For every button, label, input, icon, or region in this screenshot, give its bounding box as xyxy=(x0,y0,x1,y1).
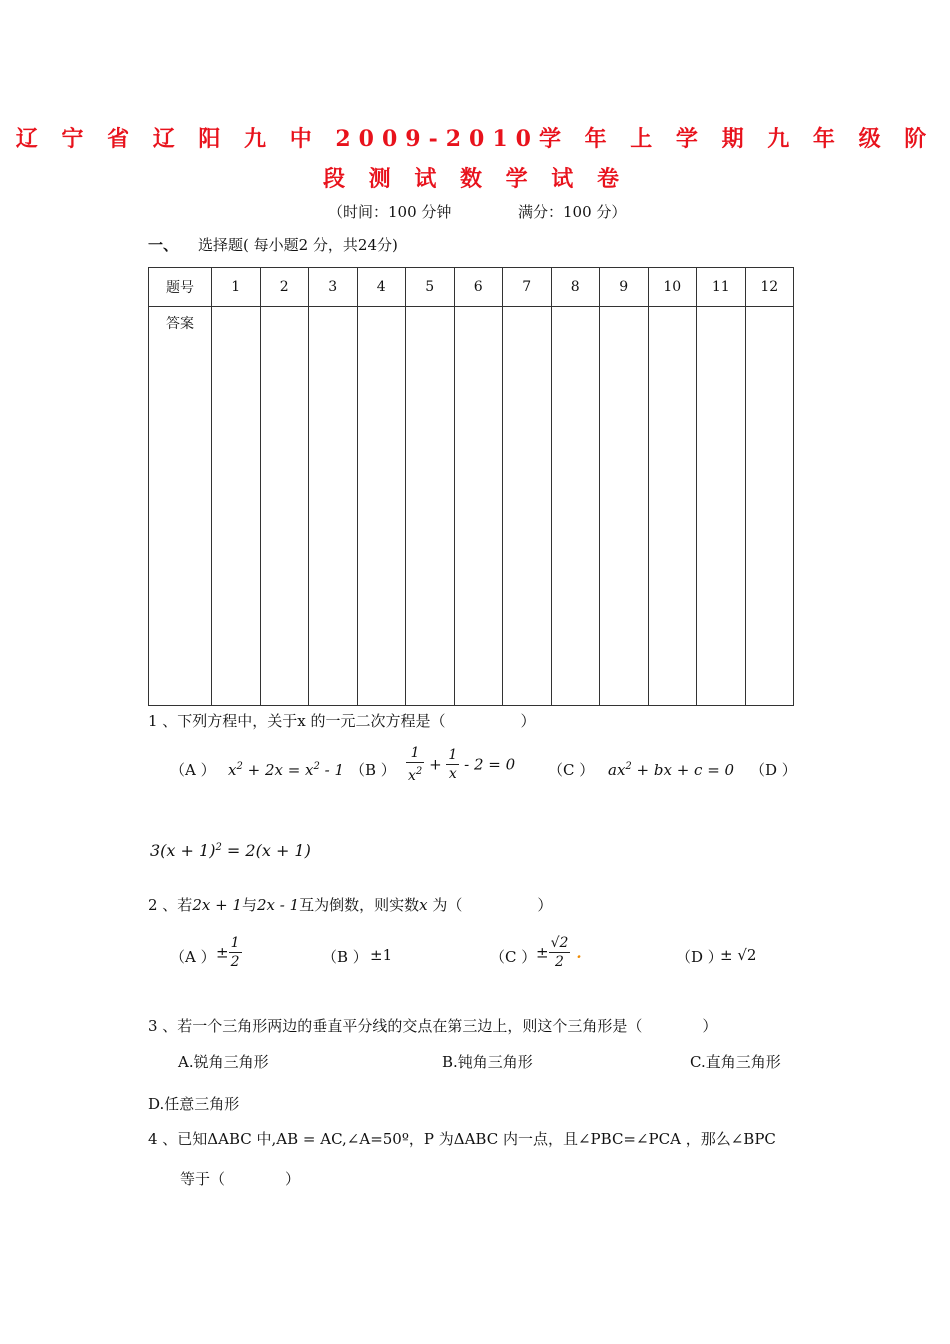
plus-minus: ± xyxy=(536,943,549,962)
orange-dot-icon: . xyxy=(576,943,582,962)
answer-cell[interactable] xyxy=(745,307,794,706)
q2-suffix: 互为倒数，则实数 xyxy=(299,896,420,914)
q1-d-term: 3(x + 1) xyxy=(150,841,216,860)
table-cell-number: 12 xyxy=(745,268,794,307)
numerator: 1 xyxy=(230,935,240,951)
exam-score: 满分：100 分） xyxy=(518,203,627,221)
q1-c-term: + bx + c = 0 xyxy=(631,761,735,779)
question-4-stem-cont: 等于（ ） xyxy=(180,1170,301,1188)
plus-minus: ± xyxy=(720,946,733,964)
q3-option-b: B.钝角三角形 xyxy=(442,1053,533,1071)
answer-cell[interactable] xyxy=(309,307,358,706)
table-cell-number: 3 xyxy=(309,268,358,307)
question-1-stem: 1 、下列方程中，关于x 的一元二次方程是（ ） xyxy=(148,712,536,730)
q2-option-c-label: （C ） xyxy=(490,948,537,966)
fraction xyxy=(406,744,424,785)
q1-a-term: - 1 xyxy=(319,761,345,779)
table-cell-number: 5 xyxy=(406,268,455,307)
answer-cell[interactable] xyxy=(697,307,746,706)
exam-time: （时间：100 分钟 xyxy=(328,203,452,221)
fraction xyxy=(549,934,571,971)
table-cell-label: 题号 xyxy=(149,268,212,307)
fraction xyxy=(446,746,459,783)
numerator: 1 xyxy=(406,744,424,763)
document-title-line2: 段 测 试 数 学 试 卷 xyxy=(323,166,627,192)
q2-option-b-label: （B ） xyxy=(322,948,368,966)
q1-option-d-expr xyxy=(150,841,311,860)
answer-cell[interactable] xyxy=(454,307,503,706)
sqrt-value: √2 xyxy=(737,946,757,964)
answer-cell[interactable] xyxy=(600,307,649,706)
q2-option-a-expr xyxy=(216,934,242,971)
q1-option-b-label: （B ） xyxy=(350,761,396,779)
q2-option-b-value: ±1 xyxy=(370,946,393,964)
q1-a-term: + 2x = x xyxy=(242,761,314,779)
section-number: 一、 xyxy=(148,236,179,254)
table-cell-number: 8 xyxy=(551,268,600,307)
document-title-line1: 辽 宁 省 辽 阳 九 中 2009-2010学 年 上 学 期 九 年 级 阶 xyxy=(15,126,935,152)
q2-option-a-label: （A ） xyxy=(170,948,216,966)
q2-option-c-expr xyxy=(536,934,582,971)
q2-prefix: 2 、若 xyxy=(148,896,193,914)
table-cell-number: 1 xyxy=(212,268,261,307)
q3-option-a: A.锐角三角形 xyxy=(178,1053,269,1071)
table-cell-number: 11 xyxy=(697,268,746,307)
plus-minus: ± xyxy=(216,943,229,962)
table-row-question-numbers xyxy=(149,268,794,307)
table-row-answers xyxy=(149,307,794,706)
q3-option-d: D.任意三角形 xyxy=(148,1095,240,1113)
question-3-stem: 3 、若一个三角形两边的垂直平分线的交点在第三边上，则这个三角形是（ ） xyxy=(148,1017,718,1035)
question-4-stem: 4 、已知ΔABC 中,AB = AC,∠A=50º，P 为ΔABC 内一点，且∠PBC=∠PCA ，那么∠BPC xyxy=(148,1130,776,1148)
q2-option-d-label: （D ） xyxy=(676,948,723,966)
q1-option-a-label: （A ） xyxy=(170,761,216,779)
q1-option-b-expr: $\frac{1}{x^2}$ + $\frac{1}{x}$ - 2 = 0 xyxy=(408,745,516,784)
answer-cell[interactable] xyxy=(260,307,309,706)
question-2-stem xyxy=(148,894,552,915)
section-heading: 选择题( 每小题2 分，共24分) xyxy=(198,236,398,254)
table-cell-number: 10 xyxy=(648,268,697,307)
table-cell-number: 9 xyxy=(600,268,649,307)
den-var: x xyxy=(408,768,416,784)
exponent: 2 xyxy=(215,842,222,853)
denominator: 2 xyxy=(555,954,564,970)
q1-b-tail: - 2 = 0 xyxy=(464,755,516,774)
exponent: 2 xyxy=(625,761,632,772)
numerator: 1 xyxy=(448,747,458,763)
q1-option-c-expr xyxy=(608,761,734,779)
table-cell-number: 2 xyxy=(260,268,309,307)
table-cell-number: 4 xyxy=(357,268,406,307)
answer-table xyxy=(148,267,794,706)
q2-mid: 与 xyxy=(241,896,257,914)
answer-cell[interactable] xyxy=(357,307,406,706)
q2-expr2: 2x - 1 xyxy=(256,896,300,914)
table-cell-number: 6 xyxy=(454,268,503,307)
exponent: 2 xyxy=(415,766,423,777)
fraction xyxy=(229,934,242,971)
q1-c-term: ax xyxy=(608,761,626,779)
answer-cell[interactable] xyxy=(406,307,455,706)
q2-var: x xyxy=(419,896,428,914)
table-cell-label: 答案 xyxy=(149,307,212,706)
exponent: 2 xyxy=(236,761,243,772)
denominator: x xyxy=(448,766,457,782)
q3-option-c: C.直角三角形 xyxy=(690,1053,781,1071)
q2-expr1: 2x + 1 xyxy=(192,896,242,914)
answer-cell[interactable] xyxy=(503,307,552,706)
q1-option-d-label: （D ） xyxy=(750,761,797,779)
q1-option-a-expr xyxy=(228,761,344,779)
answer-cell[interactable] xyxy=(551,307,600,706)
denominator xyxy=(406,763,424,785)
table-cell-number: 7 xyxy=(503,268,552,307)
answer-cell[interactable] xyxy=(212,307,261,706)
q2-option-d-expr xyxy=(720,946,756,964)
exponent: 2 xyxy=(313,761,320,772)
q2-end: 为（ ） xyxy=(432,896,553,914)
q1-a-term: x xyxy=(228,761,237,779)
denominator: 2 xyxy=(230,954,240,970)
q1-option-c-label: （C ） xyxy=(548,761,595,779)
q1-d-term: = 2(x + 1) xyxy=(221,841,311,860)
numerator: √2 xyxy=(550,935,569,951)
answer-cell[interactable] xyxy=(648,307,697,706)
